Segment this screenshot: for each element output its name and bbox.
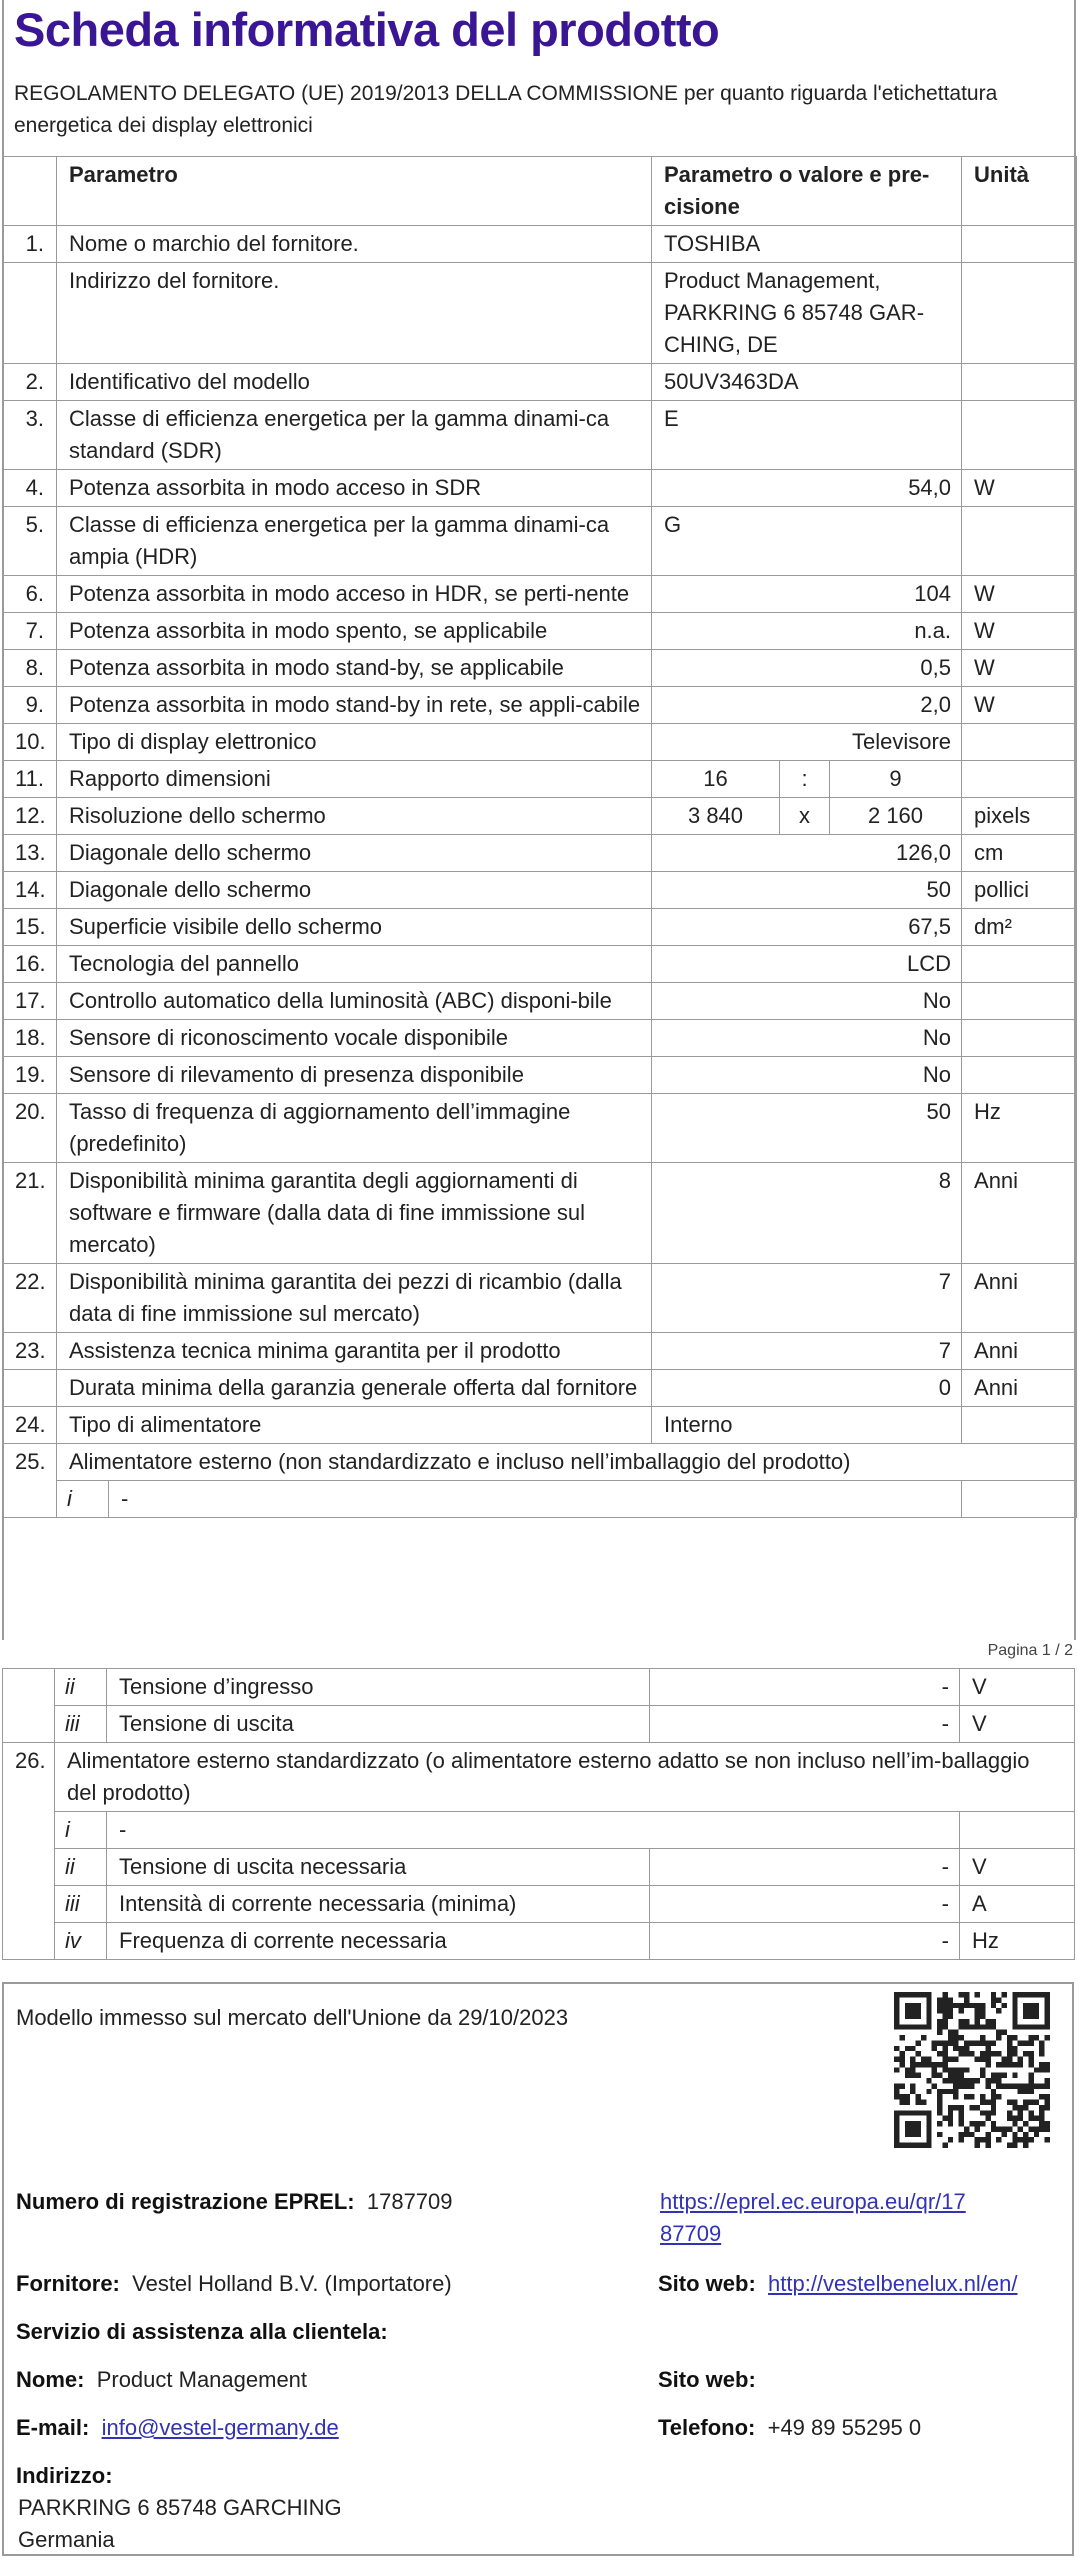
row-parameter: Potenza assorbita in modo stand-by in rete, se appli-cabile <box>57 687 652 724</box>
eprel-number: 1787709 <box>366 2189 453 2214</box>
row-unit: Anni <box>962 1264 1077 1333</box>
table-subrow <box>3 1706 1075 1743</box>
table-subrow <box>3 1669 1075 1706</box>
row-value: 67,5 <box>652 909 962 946</box>
row-number-empty <box>3 1669 55 1743</box>
row-parameter: Tecnologia del pannello <box>57 946 652 983</box>
power-supply-table <box>2 1668 1075 1960</box>
table-row <box>3 798 1077 835</box>
customer-service-heading: Servizio di assistenza alla clientela: <box>16 2319 388 2344</box>
row-number: 17. <box>3 983 57 1020</box>
row-parameter: Disponibilità minima garantita dei pezzi di ricambio (dalla data di fine immissione sul mercato) <box>57 1264 652 1333</box>
row-value-separator: x <box>780 798 830 835</box>
row-parameter: Tasso di frequenza di aggiornamento dell’immagine (predefinito) <box>57 1094 652 1163</box>
row-value: 7 <box>652 1264 962 1333</box>
table-row <box>3 507 1077 576</box>
row-unit: cm <box>962 835 1077 872</box>
row-unit <box>962 226 1077 263</box>
row-unit <box>962 1407 1077 1444</box>
header-value: Parametro o valore e pre-cisione <box>652 157 962 226</box>
cs-address-line1: PARKRING 6 85748 GARCHING <box>18 2495 342 2520</box>
table-row-26 <box>3 1743 1075 1812</box>
row-unit: pollici <box>962 872 1077 909</box>
table-row <box>3 263 1077 364</box>
row-parameter: Diagonale dello schermo <box>57 835 652 872</box>
row-value-a: 16 <box>652 761 780 798</box>
row-parameter: Nome o marchio del fornitore. <box>57 226 652 263</box>
cs-website-label: Sito web: <box>658 2367 756 2392</box>
regulation-subtitle: REGOLAMENTO DELEGATO (UE) 2019/2013 DELLA COMMISSIONE per quanto riguarda l'etichettatura energetica dei display elettronici <box>14 82 998 137</box>
table-row <box>3 872 1077 909</box>
row-number: 16. <box>3 946 57 983</box>
row-number: 1. <box>3 226 57 263</box>
row-unit: Anni <box>962 1163 1077 1264</box>
row-value: Product Management, PARKRING 6 85748 GAR-CHING, DE <box>652 263 962 364</box>
cs-name-label: Nome: <box>16 2367 85 2392</box>
subrow-roman: iii <box>55 1706 107 1743</box>
row-value: LCD <box>652 946 962 983</box>
row-parameter: Disponibilità minima garantita degli aggiornamenti di software e firmware (dalla data di fine immissione sul mercato) <box>57 1163 652 1264</box>
row-value: n.a. <box>652 613 962 650</box>
row-unit: W <box>962 470 1077 507</box>
row-parameter: Classe di efficienza energetica per la gamma dinami-ca ampia (HDR) <box>57 507 652 576</box>
row-parameter: Sensore di riconoscimento vocale disponibile <box>57 1020 652 1057</box>
row-unit: W <box>962 613 1077 650</box>
table-row <box>3 909 1077 946</box>
row-value: E <box>652 401 962 470</box>
subrow-roman: i <box>57 1481 109 1518</box>
row-parameter: Diagonale dello schermo <box>57 872 652 909</box>
subrow-roman: iii <box>55 1886 107 1923</box>
row-value: 50 <box>652 1094 962 1163</box>
subrow-unit: V <box>960 1849 1075 1886</box>
subrow-value: - <box>650 1886 960 1923</box>
cs-name-value: Product Management <box>96 2367 308 2392</box>
subrow-unit: Hz <box>960 1923 1075 1960</box>
row-number: 24. <box>3 1407 57 1444</box>
subrow-unit <box>962 1481 1077 1518</box>
eprel-label: Numero di registrazione EPREL: <box>16 2189 355 2214</box>
table-row <box>3 401 1077 470</box>
row-parameter: Alimentatore esterno (non standardizzato e incluso nell’imballaggio del prodotto) <box>57 1444 1077 1481</box>
subrow-value: - <box>650 1849 960 1886</box>
row-value: No <box>652 1057 962 1094</box>
row-number: 26. <box>3 1743 55 1960</box>
table-subrow <box>3 1812 1075 1849</box>
supplier-label: Fornitore: <box>16 2271 120 2296</box>
row-number: 6. <box>3 576 57 613</box>
subrow-roman: i <box>55 1812 107 1849</box>
row-unit: pixels <box>962 798 1077 835</box>
row-number: 25. <box>3 1444 57 1518</box>
row-value-b: 9 <box>830 761 962 798</box>
row-number: 15. <box>3 909 57 946</box>
subrow-value: - <box>650 1669 960 1706</box>
row-unit <box>962 946 1077 983</box>
table-subrow <box>3 1923 1075 1960</box>
row-value: 0 <box>652 1370 962 1407</box>
row-value: 8 <box>652 1163 962 1264</box>
row-value-a: 3 840 <box>652 798 780 835</box>
row-value: G <box>652 507 962 576</box>
page-title: Scheda informativa del prodotto <box>14 3 720 56</box>
row-unit <box>962 364 1077 401</box>
row-value: Televisore <box>652 724 962 761</box>
website-label: Sito web: <box>658 2271 756 2296</box>
table-row <box>3 835 1077 872</box>
table-row <box>3 1264 1077 1333</box>
row-parameter: Alimentatore esterno standardizzato (o alimentatore esterno adatto se non incluso nell’im-ballaggio del prodotto) <box>55 1743 1075 1812</box>
row-parameter: Potenza assorbita in modo stand-by, se applicabile <box>57 650 652 687</box>
eprel-url-line1[interactable]: https://eprel.ec.europa.eu/qr/17 <box>660 2189 966 2214</box>
subrow-roman: ii <box>55 1849 107 1886</box>
subrow-label: - <box>107 1812 960 1849</box>
table-row <box>3 687 1077 724</box>
row-parameter: Rapporto dimensioni <box>57 761 652 798</box>
row-number: 5. <box>3 507 57 576</box>
row-number: 20. <box>3 1094 57 1163</box>
cs-address-label: Indirizzo: <box>16 2463 113 2488</box>
eprel-url-line2[interactable]: 87709 <box>660 2221 722 2246</box>
row-number: 8. <box>3 650 57 687</box>
row-number: 12. <box>3 798 57 835</box>
row-number: 11. <box>3 761 57 798</box>
row-number: 13. <box>3 835 57 872</box>
row-parameter: Potenza assorbita in modo acceso in HDR, se perti-nente <box>57 576 652 613</box>
header-index-cell <box>3 157 57 226</box>
cs-phone-field <box>658 2412 921 2444</box>
row-parameter: Assistenza tecnica minima garantita per il prodotto <box>57 1333 652 1370</box>
subrow-label: - <box>109 1481 962 1518</box>
cs-email-link[interactable]: info@vestel-germany.de <box>101 2415 339 2440</box>
row-number: 2. <box>3 364 57 401</box>
row-value: No <box>652 983 962 1020</box>
cs-email-label: E-mail: <box>16 2415 90 2440</box>
row-value: 7 <box>652 1333 962 1370</box>
row-parameter: Tipo di display elettronico <box>57 724 652 761</box>
row-parameter: Controllo automatico della luminosità (ABC) disponi-bile <box>57 983 652 1020</box>
table-subrow <box>3 1481 1077 1518</box>
table-row <box>3 761 1077 798</box>
row-number <box>3 1370 57 1407</box>
row-number: 3. <box>3 401 57 470</box>
row-unit <box>962 1020 1077 1057</box>
table-row-25 <box>3 1444 1077 1481</box>
table-row <box>3 946 1077 983</box>
row-unit <box>962 761 1077 798</box>
table-subrow <box>3 1849 1075 1886</box>
table-subrow <box>3 1886 1075 1923</box>
eprel-info-box <box>2 1982 1074 2556</box>
subrow-roman: iv <box>55 1923 107 1960</box>
subrow-unit: V <box>960 1669 1075 1706</box>
page-number: Pagina 1 / 2 <box>987 1642 1073 1659</box>
supplier-value: Vestel Holland B.V. (Importatore) <box>132 2271 452 2296</box>
row-unit <box>962 724 1077 761</box>
table-row <box>3 576 1077 613</box>
row-unit: W <box>962 687 1077 724</box>
row-number: 10. <box>3 724 57 761</box>
website-field <box>658 2268 1018 2300</box>
row-number: 19. <box>3 1057 57 1094</box>
table-row <box>3 613 1077 650</box>
row-value: 0,5 <box>652 650 962 687</box>
eprel-url-link[interactable] <box>660 2186 966 2250</box>
table-row <box>3 1370 1077 1407</box>
table-row <box>3 724 1077 761</box>
header-unit: Unità <box>962 157 1077 226</box>
header-parameter: Parametro <box>57 157 652 226</box>
market-date: Modello immesso sul mercato dell'Unione da 29/10/2023 <box>16 2005 569 2030</box>
row-number: 23. <box>3 1333 57 1370</box>
row-unit <box>962 401 1077 470</box>
cs-name-field <box>16 2364 307 2396</box>
row-unit: dm² <box>962 909 1077 946</box>
row-number: 14. <box>3 872 57 909</box>
table-row <box>3 470 1077 507</box>
row-parameter: Sensore di rilevamento di presenza disponibile <box>57 1057 652 1094</box>
subrow-label: Frequenza di corrente necessaria <box>107 1923 650 1960</box>
row-number: 9. <box>3 687 57 724</box>
row-unit: Anni <box>962 1370 1077 1407</box>
row-number: 18. <box>3 1020 57 1057</box>
eprel-registration <box>16 2186 453 2218</box>
row-number: 7. <box>3 613 57 650</box>
subrow-value: - <box>650 1706 960 1743</box>
subrow-label: Tensione d’ingresso <box>107 1669 650 1706</box>
subrow-label: Tensione di uscita <box>107 1706 650 1743</box>
row-unit: W <box>962 576 1077 613</box>
row-number <box>3 263 57 364</box>
row-number: 21. <box>3 1163 57 1264</box>
cs-email-field <box>16 2412 339 2444</box>
row-value-b: 2 160 <box>830 798 962 835</box>
row-number: 4. <box>3 470 57 507</box>
subrow-label: Intensità di corrente necessaria (minima) <box>107 1886 650 1923</box>
table-row <box>3 226 1077 263</box>
subrow-unit: A <box>960 1886 1075 1923</box>
cs-phone-label: Telefono: <box>658 2415 756 2440</box>
row-value: 54,0 <box>652 470 962 507</box>
row-unit: W <box>962 650 1077 687</box>
product-info-table <box>2 156 1077 1518</box>
row-value: 104 <box>652 576 962 613</box>
row-unit <box>962 263 1077 364</box>
cs-address-line2: Germania <box>18 2527 115 2552</box>
row-unit: Hz <box>962 1094 1077 1163</box>
row-unit <box>962 1057 1077 1094</box>
row-unit <box>962 507 1077 576</box>
row-parameter: Tipo di alimentatore <box>57 1407 652 1444</box>
supplier-field <box>16 2268 452 2300</box>
row-parameter: Classe di efficienza energetica per la gamma dinami-ca standard (SDR) <box>57 401 652 470</box>
table-row <box>3 983 1077 1020</box>
row-number: 22. <box>3 1264 57 1333</box>
row-parameter: Risoluzione dello schermo <box>57 798 652 835</box>
table-row <box>3 1094 1077 1163</box>
subrow-unit <box>960 1812 1075 1849</box>
row-value: 50 <box>652 872 962 909</box>
subrow-unit: V <box>960 1706 1075 1743</box>
row-value: 50UV3463DA <box>652 364 962 401</box>
row-value: 126,0 <box>652 835 962 872</box>
table-header-row <box>3 157 1077 226</box>
row-value-separator: : <box>780 761 830 798</box>
row-parameter: Potenza assorbita in modo acceso in SDR <box>57 470 652 507</box>
row-value: Interno <box>652 1407 962 1444</box>
table-row <box>3 1020 1077 1057</box>
table-row <box>3 364 1077 401</box>
qr-code-icon[interactable] <box>894 1992 1050 2148</box>
subrow-value: - <box>650 1923 960 1960</box>
row-parameter: Durata minima della garanzia generale offerta dal fornitore <box>57 1370 652 1407</box>
row-parameter: Indirizzo del fornitore. <box>57 263 652 364</box>
subrow-label: Tensione di uscita necessaria <box>107 1849 650 1886</box>
row-parameter: Identificativo del modello <box>57 364 652 401</box>
subrow-roman: ii <box>55 1669 107 1706</box>
table-row <box>3 1057 1077 1094</box>
row-value: No <box>652 1020 962 1057</box>
row-parameter: Superficie visibile dello schermo <box>57 909 652 946</box>
row-value: TOSHIBA <box>652 226 962 263</box>
cs-phone-value: +49 89 55295 0 <box>767 2415 922 2440</box>
row-unit <box>962 983 1077 1020</box>
table-row <box>3 650 1077 687</box>
table-row <box>3 1407 1077 1444</box>
row-value: 2,0 <box>652 687 962 724</box>
table-row <box>3 1333 1077 1370</box>
row-unit: Anni <box>962 1333 1077 1370</box>
row-parameter: Potenza assorbita in modo spento, se applicabile <box>57 613 652 650</box>
table-row <box>3 1163 1077 1264</box>
website-link[interactable]: http://vestelbenelux.nl/en/ <box>768 2271 1018 2296</box>
